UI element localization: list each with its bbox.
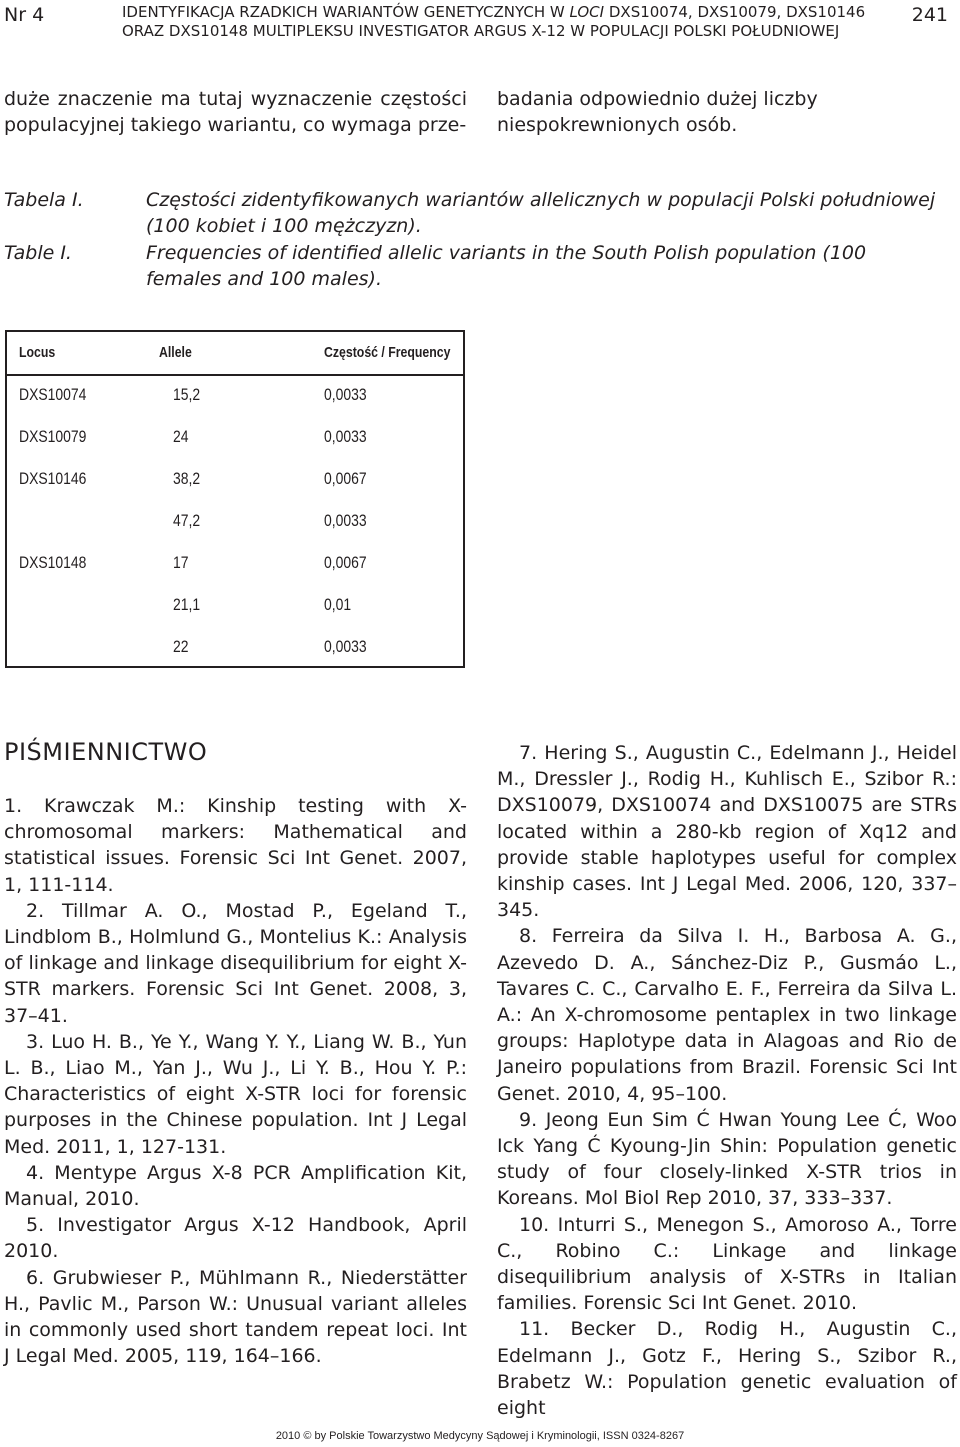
reference-item: 5. Investigator Argus X-12 Handbook, April 2010. [4,1214,467,1263]
reference-item: 7. Hering S., Augustin C., Edelmann J., Heidel M., Dressler J., Rodig H., Kuhlisch E., Szibor R.: DXS10079, DXS10074 and DXS10075 are STRs located within a 280-kb region of Xq12 and provide stable haplotypes useful for complex kinship cases. Int J Legal Med. 2006, 120, 337–345. [497,742,957,922]
cell-frequency: 0,0067 [324,553,367,572]
cell-locus: DXS10074 [19,385,87,404]
references-heading: PIŚMIENNICTWO [4,738,208,766]
copyright-footer: 2010 © by Polskie Towarzystwo Medycyny Sądowej i Kryminologii, ISSN 0324-8267 [275,1430,685,1442]
table-row [7,542,463,584]
cell-locus: DXS10079 [19,427,87,446]
table-row [7,374,463,416]
cell-frequency: 0,0033 [324,637,367,656]
caption-label-pl: Tabela I. [4,189,84,211]
references-right-column [497,740,957,1421]
intro-paragraph-left: duże znaczenie ma tutaj wyznaczenie częstości populacyjnej takiego wariantu, co wymaga prze- [4,88,467,136]
issue-number: Nr 4 [4,4,45,26]
cell-allele: 15,2 [173,385,201,404]
cell-locus: DXS10146 [19,469,87,488]
reference-item: 6. Grubwieser P., Mühlmann R., Niederstätter H., Pavlic M., Parson W.: Unusual variant alleles in commonly used short tandem repeat loci. Int J Legal Med. 2005, 119, 164–166. [4,1266,467,1368]
cell-allele: 47,2 [173,511,201,530]
intro-paragraph-right: badania odpowiednio dużej liczby niespokrewnionych osób. [497,88,818,136]
page-number: 241 [911,4,948,26]
reference-item: 9. Jeong Eun Sim Ć Hwan Young Lee Ć, Woo Ick Yang Ć Kyoung-Jin Shin: Population genetic study of four closely-linked X-STR trios in Koreans. Mol Biol Rep 2010, 37, 333–337. [497,1108,957,1210]
cell-allele: 24 [173,427,189,446]
cell-allele: 38,2 [173,469,201,488]
reference-item: 4. Mentype Argus X-8 PCR Amplification Kit, Manual, 2010. [4,1161,467,1211]
table-row [7,416,463,458]
reference-item: 3. Luo H. B., Ye Y., Wang Y. Y., Liang W. B., Yun L. B., Liao M., Yan J., Wu J., Li Y. B., Hou Y. P.: Characteristics of eight X-STR loci for forensic purposes in the Chinese population. Int J Legal Med. 2011, 1, 127-131. [4,1030,467,1158]
cell-locus: DXS10148 [19,553,87,572]
running-title-line1: IDENTYFIKACJA RZADKICH WARIANTÓW GENETYCZNYCH W LOCI DXS10074, DXS10079, DXS10146 [122,3,866,21]
cell-frequency: 0,0033 [324,385,367,404]
caption-text-pl: Częstości zidentyfikowanych wariantów allelicznych w populacji Polski południowej (100 kobiet i 100 mężczyzn). [146,189,936,237]
column-header-allele: Allele [159,344,192,361]
frequency-table [5,330,465,668]
column-header-frequency: Częstość / Frequency [324,344,451,361]
cell-allele: 17 [173,553,189,572]
cell-frequency: 0,0033 [324,427,367,446]
running-title-line2: ORAZ DXS10148 MULTIPLEKSU INVESTIGATOR ARGUS X-12 W POPULACJI POLSKI POŁUDNIOWEJ [122,22,840,40]
cell-allele: 21,1 [173,595,201,614]
table-row [7,458,463,500]
caption-text-en: Frequencies of identified allelic variants in the South Polish population (100 females and 100 males). [146,242,867,290]
reference-item: 11. Becker D., Rodig H., Augustin C., Edelmann J., Gotz F., Hering S., Szibor R., Brabetz W.: Population genetic evaluation of eight [497,1318,957,1420]
cell-frequency: 0,0033 [324,511,367,530]
reference-item: 10. Inturri S., Menegon S., Amoroso A., Torre C., Robino C.: Linkage and linkage disequilibrium analysis of X-STRs in Italian families. Forensic Sci Int Genet. 2010. [497,1213,957,1315]
reference-item: 2. Tillmar A. O., Mostad P., Egeland T., Lindblom B., Holmlund G., Montelius K.: Analysis of linkage and linkage disequilibrium for eight X-STR markers. Forensic Sci Int Genet. 2008, 3, 37–41. [4,899,467,1027]
table-row [7,500,463,542]
column-header-locus: Locus [19,344,56,361]
reference-item: 8. Ferreira da Silva I. H., Barbosa A. G., Azevedo D. A., Sánchez-Diz P., Gusmáo L., Tavares C. C., Carvalho E. F., Ferreira da Silva L. A.: An X-chromosome pentaplex in two linkage groups: Haplotype data in Alagoas and Rio de Janeiro populations from Brazil. Forensic Sci Int Genet. 2010, 4, 95–100. [497,925,957,1105]
cell-frequency: 0,01 [324,595,352,614]
table-row [7,584,463,626]
caption-label-en: Table I. [4,242,72,264]
cell-frequency: 0,0067 [324,469,367,488]
reference-item: 1. Krawczak M.: Kinship testing with X-chromosomal markers: Mathematical and statistical issues. Forensic Sci Int Genet. 2007, 1, 111-114. [4,795,467,896]
cell-allele: 22 [173,637,189,656]
running-title [122,3,882,41]
table-row [7,626,463,668]
references-left-column [4,793,467,1369]
